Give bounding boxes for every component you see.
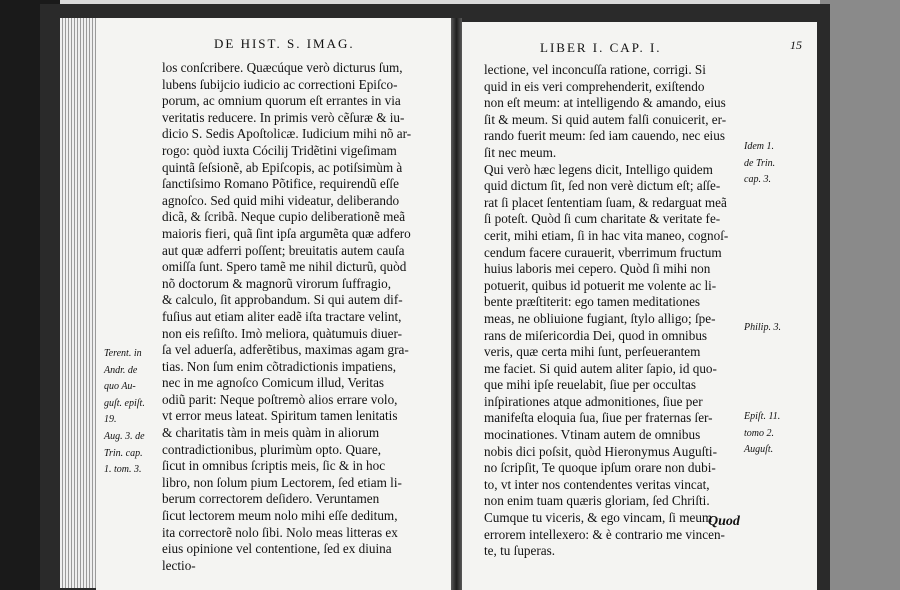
margin-line: Auguſt. xyxy=(744,444,774,456)
text-line: eius opinione vel contentione, ſed ex diuina xyxy=(162,541,392,557)
text-line: berum correctorem deſidero. Veruntamen xyxy=(162,491,380,507)
margin-note-right-2 xyxy=(744,322,781,339)
text-line: veritatis reducere. In primis verò cẽſuræ & iu- xyxy=(162,109,405,125)
text-line: ſicut lectorem meum nolo mihi eſſe deditum, xyxy=(162,508,398,524)
margin-line: cap. 3. xyxy=(744,174,771,186)
page-edges xyxy=(60,18,96,588)
text-line: non eis reſiſto. Imò meliora, quàtumuis diuer- xyxy=(162,325,402,341)
text-line: rat ſi placet ſententiam ſuam, & redarguat meã xyxy=(484,194,727,210)
text-line: vt error meus lateat. Spiritum tamen lenitatis xyxy=(162,408,398,424)
text-line: ſicut in omnibus ſcriptis meis, ſic & in hoc xyxy=(162,458,386,474)
margin-line: de Trin. xyxy=(744,157,776,169)
text-line: te, tu ſuperas. xyxy=(484,543,556,559)
text-line: veris, quæ certa mihi ſunt, perſeuerantem xyxy=(484,344,701,360)
text-line: odiũ parit: Neque poſtremò alios errare volo, xyxy=(162,391,398,407)
margin-line: Terent. in xyxy=(104,348,142,359)
text-line: maioris fieri, quã ſint ipſa argumẽta quæ adfero xyxy=(162,225,411,241)
text-line: non eſt meum: at intelligendo & amando, eius xyxy=(484,95,726,111)
text-line: Cumque tu viceris, & ego vincam, ſi meum xyxy=(484,510,713,526)
background-right xyxy=(820,0,900,590)
running-header-right: LIBER I. CAP. I. xyxy=(540,40,662,55)
text-line: nobis dici poſsit, quòd Hieronymus Auguſti- xyxy=(484,443,717,459)
margin-line: Philip. 3. xyxy=(744,322,781,333)
text-line: dicã, & ſcribã. Neque cupio deliberationẽ meã xyxy=(162,209,406,225)
text-line: & calculo, ſit approbandum. Si qui autem dif- xyxy=(162,292,403,308)
text-line: errorem intellexero: & è contrario me vincen- xyxy=(484,526,725,542)
text-line: to, vt inter nos contendentes veritas vincat, xyxy=(484,476,710,492)
margin-line: 1. tom. 3. xyxy=(104,464,142,476)
margin-line: Trin. cap. xyxy=(104,447,143,459)
margin-note-right-1 xyxy=(744,141,775,191)
page-number: 15 xyxy=(790,38,802,52)
text-line: me faciet. Si quid autem aliter ſapio, id quo- xyxy=(484,360,717,376)
text-line: potuerit, quibus id potuerit me volente ac li- xyxy=(484,277,717,293)
text-line: aut quæ adferri poſſent; breuitatis autem cauſa xyxy=(162,242,405,258)
text-line: quintã ſeſsionẽ, ab Epiſcopis, ac potiſsimùm à xyxy=(162,159,403,175)
text-line: omiſſa ſunt. Spero tamẽ me nihil dicturũ, quòd xyxy=(162,259,407,275)
margin-note-right-3 xyxy=(744,411,780,461)
margin-line: guſt. epiſt. xyxy=(104,397,145,409)
margin-line: Andr. de xyxy=(104,364,138,376)
text-line: agnoſco. Sed quid mihi videatur, deliberando xyxy=(162,192,400,208)
text-line: ſanctiſsimo Romano Põtifice, requirendũ eſſe xyxy=(162,176,399,192)
text-line: Qui verò hæc legens dicit, Intelligo quidem xyxy=(484,161,713,177)
text-line: contradictionibus, plurimùm opto. Quare, xyxy=(162,441,382,457)
text-line: porum, ac omnium quorum eſt errantes in via xyxy=(162,93,401,109)
right-page xyxy=(462,22,817,590)
text-line: tias. Non ſum enim cõtradictionis impatiens, xyxy=(162,358,397,374)
margin-line: quo Au- xyxy=(104,381,136,393)
text-line: ſa vel aduerſa, adferẽtibus, maximas agam gra- xyxy=(162,342,409,358)
text-line: dicio S. Sedis Apoſtolicæ. Iudicium mihi nõ ar- xyxy=(162,126,412,142)
text-line: mocinationes. Vtinam autem de omnibus xyxy=(484,427,701,443)
text-line: no ſcripſit, Te quoque ipſum orare non dubi- xyxy=(484,460,716,476)
margin-line: Epiſt. 11. xyxy=(744,411,781,422)
text-line: libro, non ſolum pium Lectorem, ſed etiam li- xyxy=(162,474,402,490)
text-line: quid dictum ſit, ſed non verè dictum eſt; aſſe- xyxy=(484,178,721,194)
text-line: que mihi ipſe reuelabit, ſiue per occultas xyxy=(484,377,697,393)
text-line: ſit nec meum. xyxy=(484,144,557,160)
text-line: manifeſta eloquia ſua, ſiue per fraternas ſer- xyxy=(484,410,713,426)
text-line: non enim tuam quæris gloriam, ſed Chriſti. xyxy=(484,493,710,509)
catchword: Quod xyxy=(708,514,740,529)
right-body-text xyxy=(484,62,728,560)
text-line: nec in me agnoſco Comicum illud, Veritas xyxy=(162,375,385,391)
text-line: lectio- xyxy=(162,557,196,573)
text-line: inſpirationes atque admonitiones, ſiue per xyxy=(484,393,703,409)
text-line: lubens ſubijcio iudicio ac correctioni Epiſco- xyxy=(162,76,398,92)
text-line: ſi poteſt. Quòd ſi cum charitate & veritate fe- xyxy=(484,211,721,227)
text-line: ita correctorẽ nolo ſibi. Nolo meas litteras ex xyxy=(162,524,398,540)
text-line: rogo: quòd iuxta Cócilij Tridẽtini vigeſimam xyxy=(162,142,397,158)
margin-line: Aug. 3. de xyxy=(104,430,145,442)
text-line: ſit & meum. Si quid autem falſi conuicerit, er- xyxy=(484,111,727,127)
text-line: meas, ne obliuione fugiant, ſtylo alligo; ſpe- xyxy=(484,310,716,326)
text-line: nõ doctorum & magnorũ virorum ſuffragio, xyxy=(162,275,392,291)
text-line: cendum facere curauerit, vberrimum fructum xyxy=(484,244,722,260)
text-line: huius laboris mei cepero. Quòd ſi mihi non xyxy=(484,261,711,277)
text-line: & charitatis tàm in meis quàm in aliorum xyxy=(162,425,380,441)
text-line: lectione, vel inconcuſſa ratione, corrigi. Si xyxy=(484,62,706,77)
text-line: rando fuerit meum: ſed iam cauendo, nec eius xyxy=(484,128,725,144)
margin-line: Idem 1. xyxy=(744,141,774,152)
text-line: fuſius aut etiam aliter eadẽ iſta tractare velint, xyxy=(162,308,402,324)
margin-note-left xyxy=(104,348,145,481)
book-gutter xyxy=(451,18,462,590)
text-line: los conſcribere. Quæcúque verò dicturus ſum, xyxy=(162,60,403,75)
text-line: bente præſtiterit: ego tamen meditationes xyxy=(484,294,701,310)
text-line: quid in eis veri comprehenderit, exiſtendo xyxy=(484,78,705,94)
running-header-left: DE HIST. S. IMAG. xyxy=(214,36,355,51)
text-line: cerit, mihi etiam, ſi in hac vita maneo, cognoſ- xyxy=(484,227,729,243)
left-body-text xyxy=(162,60,411,574)
left-page xyxy=(96,18,451,590)
text-line: rans de miſericordia Dei, quod in omnibus xyxy=(484,327,708,343)
margin-line: 19. xyxy=(104,414,117,426)
margin-line: tomo 2. xyxy=(744,427,774,439)
